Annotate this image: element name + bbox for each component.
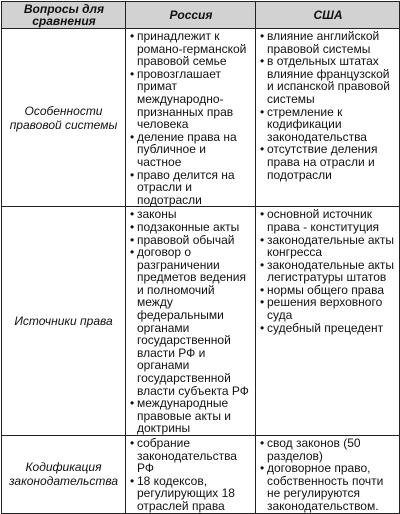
list-item: • провозглашает примат международно-признанных прав человека (130, 68, 252, 131)
comparison-page (1, 1, 399, 513)
list-item: • решения верховного суда (260, 296, 396, 321)
header-questions: Вопросы для сравнения (2, 2, 126, 29)
row-label-codification: Кодификация законодательства (2, 436, 126, 514)
list-item: • законодательные акты легистратуры штатов (260, 259, 396, 284)
russia-cell (126, 29, 256, 207)
list-item: • влияние английской правовой системы (260, 30, 396, 55)
comparison-table (1, 1, 400, 514)
list-item: • судебный прецедент (260, 322, 396, 335)
usa-list (260, 208, 396, 334)
list-item: • принадлежит к романо-германской правовой семье (130, 30, 252, 68)
list-item: • стремление к кодификации законодательства (260, 106, 396, 144)
russia-cell (126, 207, 256, 436)
usa-cell (256, 436, 400, 514)
table-row (2, 207, 400, 436)
usa-cell (256, 207, 400, 436)
list-item: • международные правовые акты и доктрины (130, 397, 252, 435)
russia-list (130, 30, 252, 206)
list-item: • договорное право, собственность почти не регулируются законодательством. (260, 462, 396, 512)
list-item: • законы (130, 208, 252, 221)
row-label-legal-system: Особенности правовой системы (2, 29, 126, 207)
russia-cell (126, 436, 256, 514)
list-item: • 18 кодексов, регулирующих 18 отраслей права (130, 475, 252, 513)
row-label-sources: Источники права (2, 207, 126, 436)
header-usa: США (256, 2, 400, 29)
table-row (2, 436, 400, 514)
list-item: • в отдельных штатах влияние французской и испанской правовой системы (260, 55, 396, 105)
list-item: • законодательные акты конгресса (260, 234, 396, 259)
header-row (2, 2, 400, 29)
list-item: • правовой обычай (130, 234, 252, 247)
list-item: • отсутствие деления права на отрасли и подотрасли (260, 143, 396, 181)
list-item: • деление права на публичное и частное (130, 131, 252, 169)
list-item: • нормы общего права (260, 284, 396, 297)
list-item: • подзаконные акты (130, 221, 252, 234)
header-russia: Россия (126, 2, 256, 29)
usa-list (260, 437, 396, 513)
table-row (2, 29, 400, 207)
list-item: • основной источник права - конституция (260, 208, 396, 233)
list-item: • договор о разграничении предметов ведения и полномочий между федеральными органами государственной власти РФ и органами государственной власти субъекта РФ (130, 246, 252, 397)
usa-cell (256, 29, 400, 207)
russia-list (130, 437, 252, 513)
list-item: • свод законов (50 разделов) (260, 437, 396, 462)
usa-list (260, 30, 396, 181)
list-item: • собрание законодательства РФ (130, 437, 252, 475)
list-item: • право делится на отрасли и подотрасли (130, 169, 252, 207)
russia-list (130, 208, 252, 435)
